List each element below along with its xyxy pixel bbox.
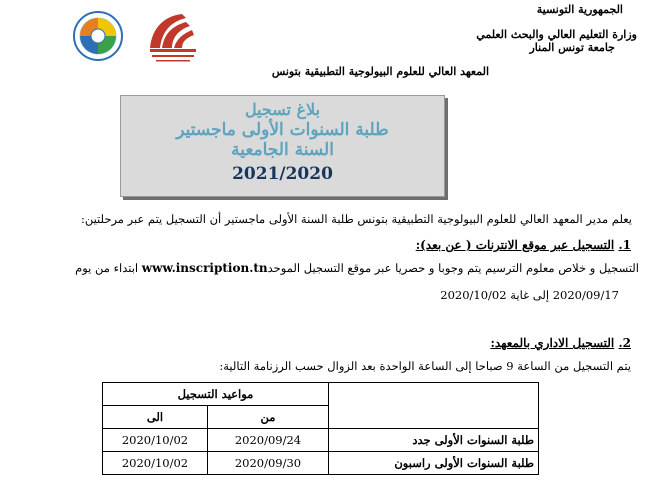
section1-dates [440, 288, 619, 302]
section2-text: يتم التسجيل من الساعة 9 صباحا إلى الساعة الواحدة بعد الزوال حسب الرزنامة التالية: [219, 359, 631, 373]
table-row [103, 452, 539, 475]
section1-date-to: 2020/10/02 [440, 288, 507, 302]
row-new-to: 2020/10/02 [103, 429, 208, 452]
notice-title: بلاغ تسجيل [244, 100, 321, 119]
row-repeat-from: 2020/09/30 [208, 452, 329, 475]
section1-number: 1. [618, 238, 631, 252]
section1-heading [416, 238, 631, 252]
section2-heading [490, 336, 631, 350]
section1-text [75, 261, 639, 275]
notice-box [120, 95, 445, 197]
university-logo-icon [142, 8, 204, 64]
section1-title: التسجيل عبر موقع الانترنات ( عن بعد): [415, 238, 615, 252]
section1-text-after: ابتداء من يوم [75, 261, 142, 275]
table-header-row [103, 383, 539, 406]
row-repeat-label: طلبة السنوات الأولى راسبون [329, 452, 539, 475]
institute-logo-icon [72, 10, 124, 62]
header-ministry: وزارة التعليم العالي والبحث العلمي [476, 28, 637, 41]
intro-text: يعلم مدير المعهد العالي للعلوم البيولوجية التطبيقية بتونس طلبة السنة الأولى ماجستير أن التسجيل يتم عبر مرحلتين: [80, 212, 632, 226]
section1-until: إلى غاية [510, 288, 550, 302]
section2-title: التسجيل الاداري بالمعهد: [490, 336, 615, 350]
section2-number: 2. [618, 336, 631, 350]
column-header-to: الى [103, 406, 208, 429]
column-header-from: من [208, 406, 329, 429]
section1-date-from: 2020/09/17 [552, 288, 619, 302]
table-row [103, 429, 539, 452]
schedule-empty-corner [329, 383, 539, 429]
row-new-label: طلبة السنوات الأولى جدد [329, 429, 539, 452]
row-new-from: 2020/09/24 [208, 429, 329, 452]
section1-text-before: التسجيل و خلاص معلوم الترسيم يتم وجوبا و حصريا عبر موقع التسجيل الموحد [267, 261, 639, 275]
row-repeat-to: 2020/10/02 [103, 452, 208, 475]
inscription-site-link[interactable]: www.inscription.tn [141, 261, 268, 275]
header-university: جامعة تونس المنار [529, 41, 615, 54]
header-institute: المعهد العالي للعلوم البيولوجية التطبيقية بتونس [271, 65, 489, 78]
notice-year: 2021/2020 [232, 164, 333, 184]
notice-subtitle: طلبة السنوات الأولى ماجستير [176, 120, 389, 140]
schedule-table [102, 382, 539, 475]
schedule-group-header: مواعيد التسجيل [103, 383, 329, 406]
header-republic: الجمهورية التونسية [536, 3, 623, 16]
notice-academic-year-label: السنة الجامعية [231, 140, 334, 160]
